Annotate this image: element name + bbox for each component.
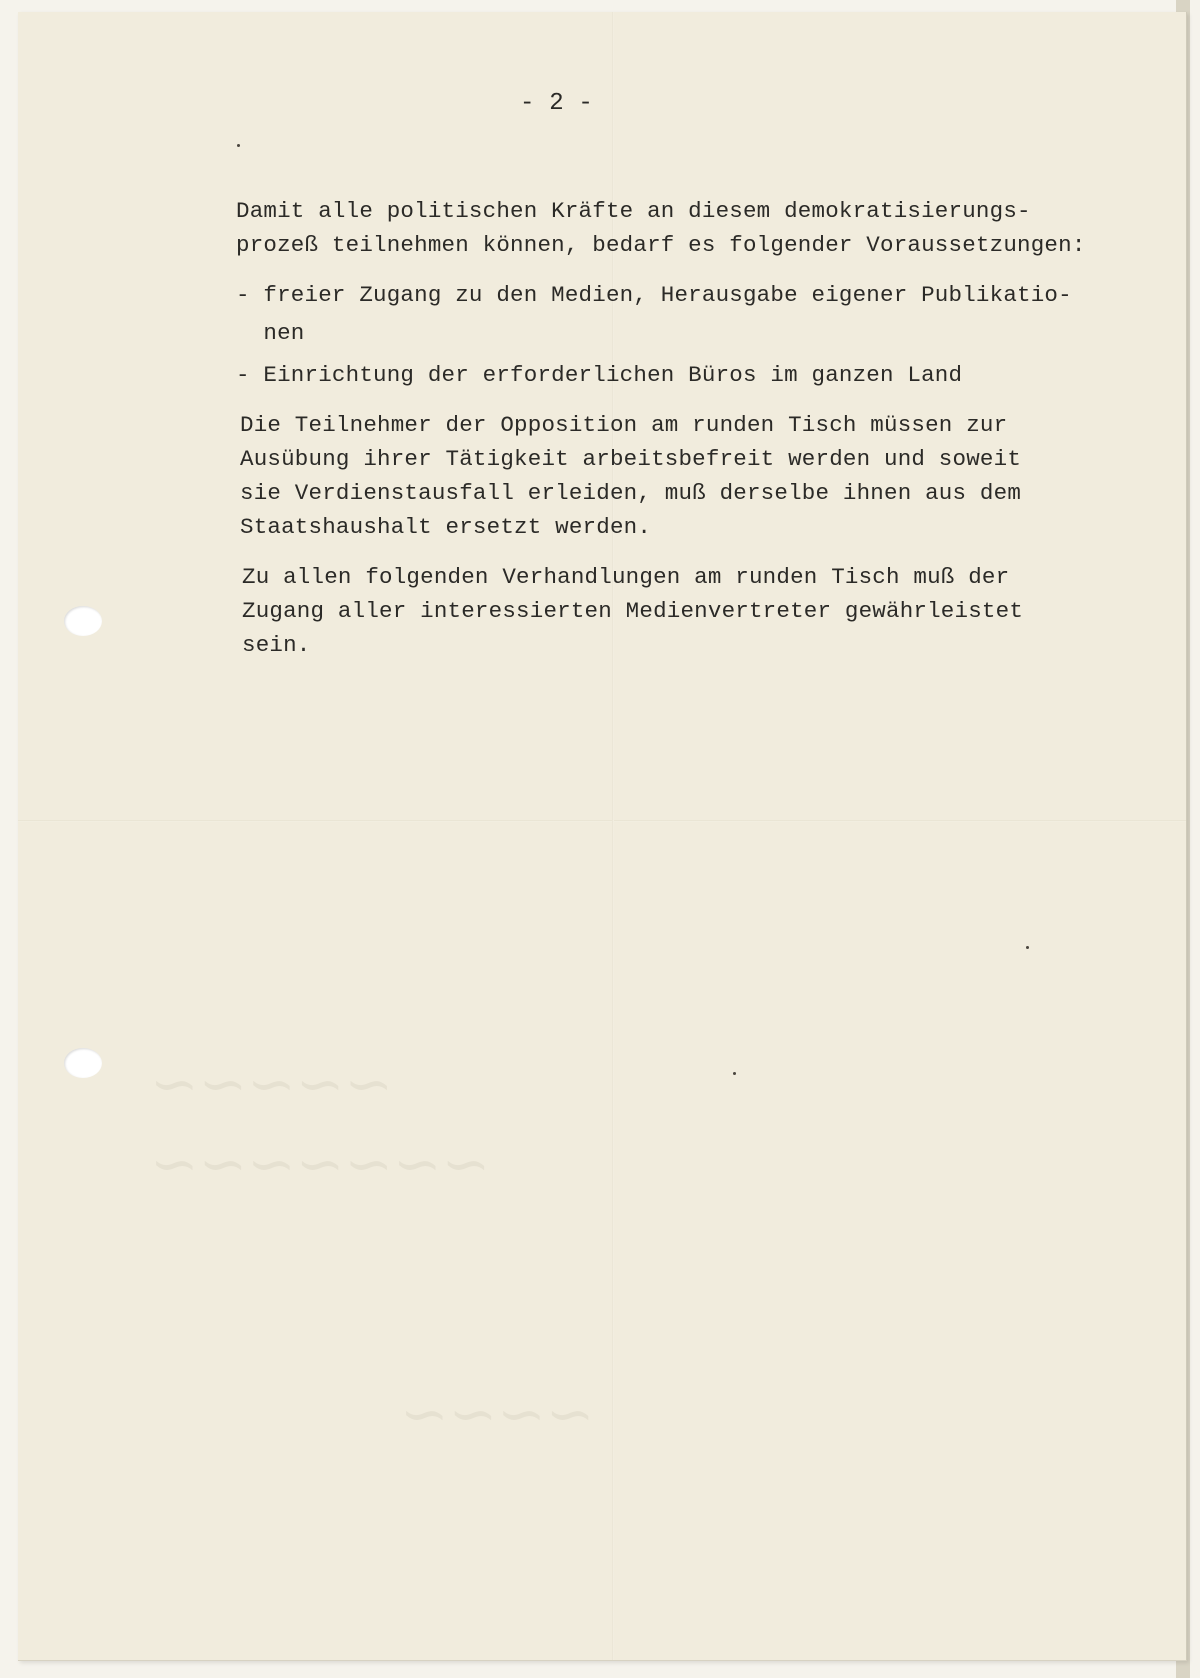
paper-speck	[1026, 946, 1029, 949]
text-line: Die Teilnehmer der Opposition am runden Tisch müssen zur	[240, 412, 1008, 438]
page-number: - 2 -	[520, 90, 594, 117]
show-through-marks: ~~~~	[400, 1380, 595, 1448]
text-line: Zu allen folgenden Verhandlungen am runden Tisch muß der	[242, 564, 1010, 590]
list-item-line: nen	[236, 320, 305, 346]
paper-speck	[733, 1072, 736, 1075]
list-item-line: - freier Zugang zu den Medien, Herausgabe eigener Publikatio-	[236, 282, 1072, 308]
text-line: sie Verdienstausfall erleiden, muß derselbe ihnen aus dem	[240, 480, 1022, 506]
paper-sheet	[18, 12, 1187, 1661]
text-line: Ausübung ihrer Tätigkeit arbeitsbefreit werden und soweit	[240, 446, 1022, 472]
list-item-line: - Einrichtung der erforderlichen Büros im ganzen Land	[236, 362, 963, 388]
vertical-fold-line	[612, 12, 614, 1660]
text-line: Damit alle politischen Kräfte an diesem demokratisierungs-	[236, 198, 1031, 224]
text-line: prozeß teilnehmen können, bedarf es folgender Voraussetzungen:	[236, 232, 1086, 258]
show-through-marks: ~~~~~	[150, 1050, 393, 1118]
show-through-marks: ~~~~~~~	[150, 1130, 491, 1198]
punch-hole-upper	[64, 606, 102, 636]
punch-hole-lower	[64, 1048, 102, 1078]
paper-speck	[237, 144, 240, 147]
horizontal-fold-line	[18, 820, 1186, 822]
text-line: Zugang aller interessierten Medienvertreter gewährleistet	[242, 598, 1024, 624]
text-line: Staatshaushalt ersetzt werden.	[240, 514, 652, 540]
text-line: sein.	[242, 632, 311, 658]
